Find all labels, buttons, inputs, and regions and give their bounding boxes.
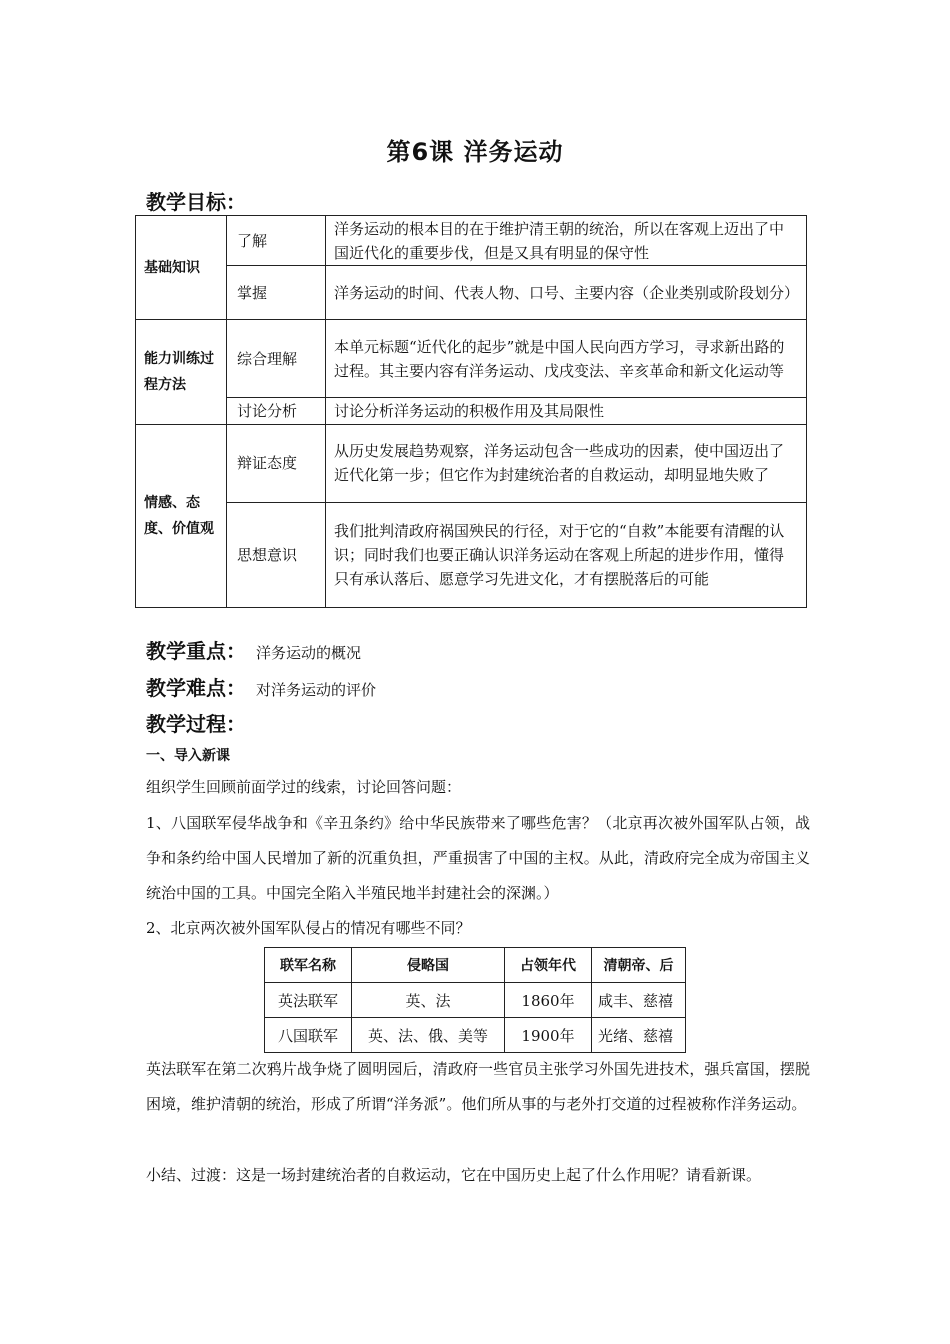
goal-text: 洋务运动的时间、代表人物、口号、主要内容（企业类别或阶段划分） [326,266,807,320]
goal-sub: 讨论分析 [227,398,326,424]
difficulty-line [146,672,376,701]
goal-text: 洋务运动的根本目的在于维护清王朝的统治，所以在客观上迈出了中国近代化的重要步伐，但是又具有明显的保守性 [326,216,807,266]
col-header: 联军名称 [265,948,352,983]
difficulty-value: 对洋务运动的评价 [256,681,377,699]
section-heading: 一、导入新课 [146,748,230,764]
table-row [265,983,686,1018]
goal-category: 情感、态度、价值观 [136,424,227,608]
goals-table [135,215,807,608]
table-row [265,1018,686,1053]
table-cell: 英法联军 [265,983,352,1018]
table-cell: 1900年 [505,1018,592,1053]
focus-label: 教学重点： [146,639,246,663]
goal-text: 从历史发展趋势观察，洋务运动包含一些成功的因素，使中国迈出了近代化第一步；但它作为封建统治者的自救运动，却明显地失败了 [326,424,807,502]
goal-category: 基础知识 [136,216,227,320]
page-title: 第6课 洋务运动 [386,138,564,166]
goal-text: 讨论分析洋务运动的积极作用及其局限性 [326,398,807,424]
focus-value: 洋务运动的概况 [256,644,362,662]
intro-text: 组织学生回顾前面学过的线索，讨论回答问题： [146,778,462,796]
col-header: 清朝帝、后 [592,948,686,983]
goal-sub: 了解 [227,216,326,266]
goal-sub: 思想意识 [227,502,326,607]
goal-sub: 掌握 [227,266,326,320]
goal-sub: 辩证态度 [227,424,326,502]
paragraph: 英法联军在第二次鸦片战争烧了圆明园后，清政府一些官员主张学习外国先进技术，强兵富国，摆脱困境，维护清朝的统治，形成了所谓“洋务派”。他们所从事的与老外打交道的过程被称作洋务运动。 [146,1060,810,1113]
goal-text: 我们批判清政府祸国殃民的行径，对于它的“自救”本能要有清醒的认识；同时我们也要正确认识洋务运动在客观上所起的进步作用，懂得只有承认落后、愿意学习先进文化，才有摆脱落后的可能 [326,502,807,607]
process-heading: 教学过程： [146,712,246,736]
question-2: 2、北京两次被外国军队侵占的情况有哪些不同？ [146,919,471,937]
goals-heading: 教学目标： [146,190,246,214]
table-cell: 1860年 [505,983,592,1018]
col-header: 侵略国 [352,948,505,983]
goal-category: 能力训练过程方法 [136,320,227,424]
table-cell: 咸丰、慈禧 [592,983,686,1018]
goal-sub: 综合理解 [227,320,326,398]
table-cell: 英、法、俄、美等 [352,1018,505,1053]
table-cell: 英、法 [352,983,505,1018]
focus-line [146,635,361,664]
comparison-table [264,947,686,1053]
col-header: 占领年代 [505,948,592,983]
paragraph: 小结、过渡：这是一场封建统治者的自救运动，它在中国历史上起了什么作用呢？请看新课。 [146,1166,762,1184]
table-cell: 八国联军 [265,1018,352,1053]
table-cell: 光绪、慈禧 [592,1018,686,1053]
question-1: 1、八国联军侵华战争和《辛丑条约》给中华民族带来了哪些危害？（北京再次被外国军队占领，战争和条约给中国人民增加了新的沉重负担，严重损害了中国的主权。从此，清政府完全成为帝国主义统治中国的工具。中国完全陷入半殖民地半封建社会的深渊。） [146,814,810,902]
goal-text: 本单元标题“近代化的起步”就是中国人民向西方学习，寻求新出路的过程。其主要内容有洋务运动、戊戌变法、辛亥革命和新文化运动等 [326,320,807,398]
difficulty-label: 教学难点： [146,676,246,700]
